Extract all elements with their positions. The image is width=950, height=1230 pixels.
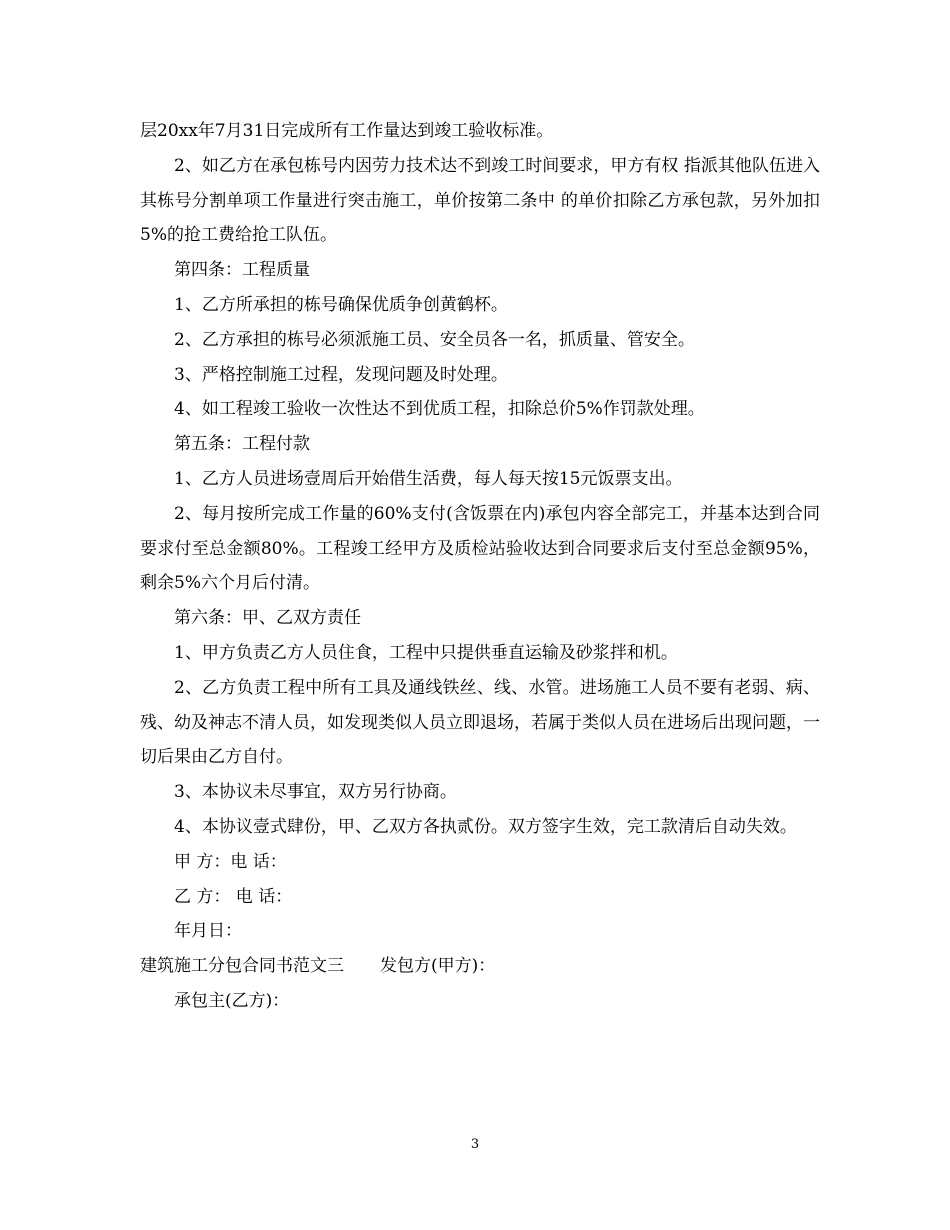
section-heading-payment: 第五条：工程付款 — [174, 434, 310, 455]
section-heading-responsibilities: 第六条：甲、乙双方责任 — [174, 608, 361, 629]
paragraph-payment-2: 2、每月按所完成工作量的60%支付(含饭票在内)承包内容全部完工，并基本达到合同要求付至总金额80%。工程竣工经甲方及质检站验收达到合同要求后支付至总金额95%，剩余5%六个月后付清。 — [140, 503, 820, 594]
paragraph-responsibility-4: 4、本协议壹式肆份，甲、乙双方各执贰份。双方签字生效，完工款清后自动失效。 — [174, 816, 797, 837]
paragraph-responsibility-1: 1、甲方负责乙方人员住食，工程中只提供垂直运输及砂浆拌和机。 — [174, 642, 678, 663]
paragraph-quality-1: 1、乙方所承担的栋号确保优质争创黄鹤杯。 — [174, 294, 508, 315]
document-body — [140, 114, 820, 1019]
paragraph-responsibility-2: 2、乙方负责工程中所有工具及通线铁丝、线、水管。进场施工人员不要有老弱、病、残、幼及神志不清人员，如发现类似人员立即退场，若属于类似人员在进场后出现问题，一切后果由乙方自付。 — [140, 677, 820, 768]
paragraph-payment-1: 1、乙方人员进场壹周后开始借生活费，每人每天按15元饭票支出。 — [174, 468, 683, 489]
section-heading-quality: 第四条：工程质量 — [174, 260, 310, 281]
page-number: 3 — [470, 1137, 480, 1152]
next-section-contractor: 承包主(乙方)： — [174, 990, 290, 1011]
paragraph-labor-delay: 2、如乙方在承包栋号内因劳力技术达不到竣工时间要求，甲方有权 指派其他队伍进入其栋号分割单项工作量进行突击施工，单价按第二条中 的单价扣除乙方承包款，另外加扣5%的抢工费给抢工队伍。 — [140, 155, 820, 246]
paragraph-completion-date: 层20xx年7月31日完成所有工作量达到竣工验收标准。 — [140, 121, 554, 141]
next-section-title: 建筑施工分包合同书范文三 — [140, 956, 344, 977]
signature-party-b: 乙 方： 电 话： — [174, 886, 293, 907]
paragraph-quality-3: 3、严格控制施工过程，发现问题及时处理。 — [174, 364, 508, 385]
signature-party-a: 甲 方：电 话： — [174, 851, 287, 872]
next-section-title-row — [140, 949, 820, 984]
signature-date: 年月日： — [174, 921, 242, 942]
next-section-employer: 发包方(甲方)： — [380, 956, 496, 977]
paragraph-quality-4: 4、如工程竣工验收一次性达不到优质工程，扣除总价5%作罚款处理。 — [174, 399, 705, 420]
paragraph-responsibility-3: 3、本协议未尽事宜，双方另行协商。 — [174, 782, 457, 803]
paragraph-quality-2: 2、乙方承担的栋号必须派施工员、安全员各一名，抓质量、管安全。 — [174, 329, 695, 350]
